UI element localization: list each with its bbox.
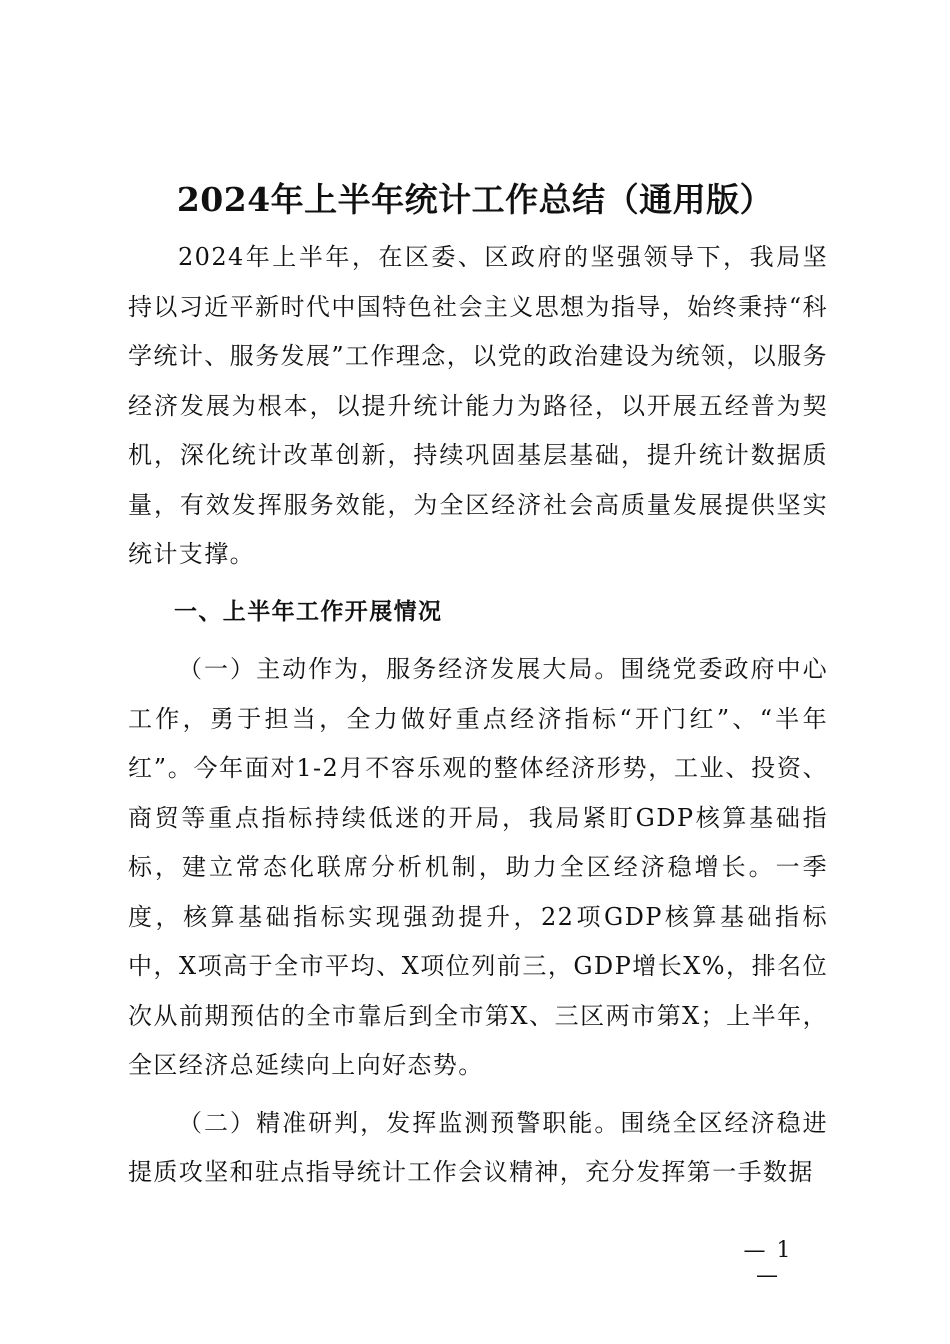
paragraph-2: （二）精准研判，发挥监测预警职能。围绕全区经济稳进提质攻坚和驻点指导统计工作会议精神，充分发挥第一手数据 <box>128 1108 828 1186</box>
document-body <box>128 233 828 1198</box>
intro-paragraph: 2024年上半年，在区委、区政府的坚强领导下，我局坚持以习近平新时代中国特色社会主义思想为指导，始终秉持“科学统计、服务发展”工作理念，以党的政治建设为统领，以服务经济发展为根本，以提升统计能力为路径，以开展五经普为契机，深化统计改革创新，持续巩固基层基础，提升统计数据质量，有效发挥服务效能，为全区经济社会高质量发展提供坚实统计支撑。 <box>128 243 828 568</box>
paragraph-1: （一）主动作为，服务经济发展大局。围绕党委政府中心工作，勇于担当，全力做好重点经济指标“开门红”、“半年红”。今年面对1-2月不容乐观的整体经济形势，工业、投资、商贸等重点指标持续低迷的开局，我局紧盯GDP核算基础指标，建立常态化联席分析机制，助力全区经济稳增长。一季度，核算基础指标实现强劲提升，22项GDP核算基础指标中，X项高于全市平均、X项位列前三，GDP增长X%，排名位次从前期预估的全市靠后到全市第X、三区两市第X；上半年，全区经济总延续向上向好态势。 <box>128 655 828 1079</box>
page-number: — 1 — <box>743 1238 793 1288</box>
section-heading: 一、上半年工作开展情况 <box>174 598 443 625</box>
document-title: 2024年上半年统计工作总结（通用版） <box>176 180 774 219</box>
